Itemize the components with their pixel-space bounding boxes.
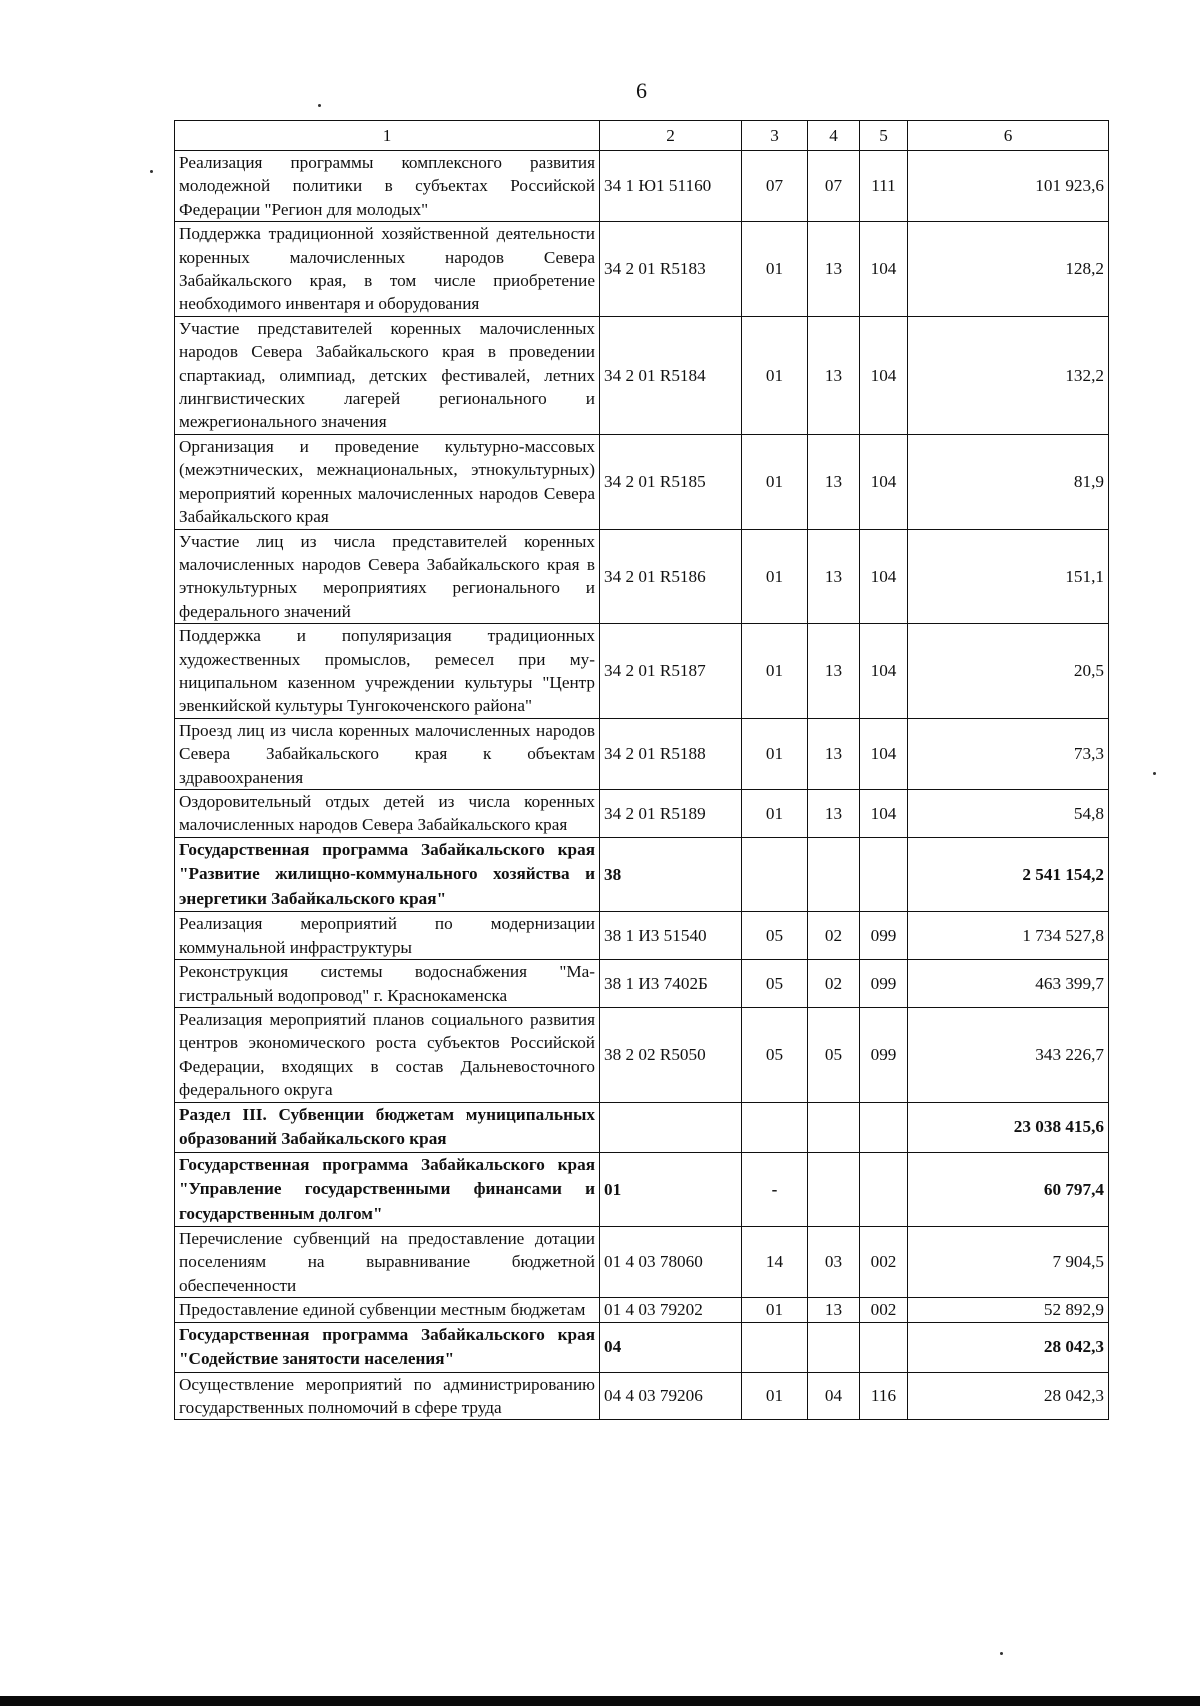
scan-speck [1000, 1652, 1003, 1655]
row-code: 01 4 03 79202 [600, 1298, 742, 1322]
row-code: 34 2 01 R5186 [600, 529, 742, 624]
column-header: 1 [175, 121, 600, 151]
row-code: 34 2 01 R5184 [600, 316, 742, 434]
row-amount: 1 734 527,8 [908, 912, 1109, 960]
row-name: Организация и проведение культурно-массовых (межэтнических, межнациональных, этнокультурных) мероприятий коренных малочисленных народов Севера Забайкальского края [175, 434, 600, 529]
row-col5: 104 [860, 316, 908, 434]
row-col3: 01 [742, 789, 808, 837]
row-name: Участие лиц из числа представителей коренных малочисленных народов Севера Забайкальского края в этнокультурных мероприятиях регионального и федерального значений [175, 529, 600, 624]
row-amount: 101 923,6 [908, 151, 1109, 222]
row-name: Предоставление единой субвенции местным бюджетам [175, 1298, 600, 1322]
row-col3: 01 [742, 1298, 808, 1322]
row-col3: 07 [742, 151, 808, 222]
row-name: Реконструкция системы водоснабжения "Магистральный водопровод" г. Краснокаменска [175, 960, 600, 1008]
table-row [175, 718, 1109, 789]
row-col5: 116 [860, 1372, 908, 1420]
row-code: 01 4 03 78060 [600, 1227, 742, 1298]
table-row-program [175, 1322, 1109, 1372]
row-col4: 13 [808, 1298, 860, 1322]
row-code: 01 [600, 1152, 742, 1227]
row-col3: 01 [742, 718, 808, 789]
column-header: 4 [808, 121, 860, 151]
row-col5 [860, 1152, 908, 1227]
row-col4: 13 [808, 529, 860, 624]
row-name: Государственная программа Забайкальского края "Управление государственными финансами и государственным долгом" [175, 1152, 600, 1227]
row-amount: 52 892,9 [908, 1298, 1109, 1322]
table-row [175, 1298, 1109, 1322]
table-row [175, 434, 1109, 529]
row-col4: 13 [808, 624, 860, 719]
row-name: Осуществление мероприятий по администрированию государственных полномочий в сфере труда [175, 1372, 600, 1420]
table-row-program [175, 1152, 1109, 1227]
row-name: Реализация мероприятий по модернизации коммунальной инфраструктуры [175, 912, 600, 960]
row-col5: 111 [860, 151, 908, 222]
row-col4 [808, 1322, 860, 1372]
row-col5: 099 [860, 1007, 908, 1102]
table-row [175, 1372, 1109, 1420]
row-code: 34 1 Ю1 51160 [600, 151, 742, 222]
row-code: 34 2 01 R5189 [600, 789, 742, 837]
budget-table [174, 120, 1109, 1420]
row-col4: 02 [808, 912, 860, 960]
row-amount: 60 797,4 [908, 1152, 1109, 1227]
row-amount: 54,8 [908, 789, 1109, 837]
row-name: Государственная программа Забайкальского края "Содействие занятости населения" [175, 1322, 600, 1372]
scan-speck [150, 170, 153, 173]
row-col5: 104 [860, 718, 908, 789]
row-amount: 7 904,5 [908, 1227, 1109, 1298]
row-name: Поддержка и популяризация традиционных художественных промыслов, ремесел при муниципальном казенном учреждении культуры "Центр эвенкийской культуры Тунгокоченского района" [175, 624, 600, 719]
row-name: Государственная программа Забайкальского края "Развитие жилищно-коммунального хозяйства и энергетики Забайкальского края" [175, 837, 600, 912]
column-header: 3 [742, 121, 808, 151]
table-row [175, 151, 1109, 222]
table-header-row [175, 121, 1109, 151]
row-amount: 132,2 [908, 316, 1109, 434]
table-row-program [175, 837, 1109, 912]
row-col5 [860, 1322, 908, 1372]
row-col4: 04 [808, 1372, 860, 1420]
row-name: Раздел III. Субвенции бюджетам муниципальных образований Забайкальского края [175, 1102, 600, 1152]
row-amount: 463 399,7 [908, 960, 1109, 1008]
row-col4: 03 [808, 1227, 860, 1298]
table-row [175, 1227, 1109, 1298]
scan-speck [1153, 772, 1156, 775]
column-header: 2 [600, 121, 742, 151]
row-code: 38 [600, 837, 742, 912]
column-header: 6 [908, 121, 1109, 151]
table-row [175, 960, 1109, 1008]
row-col3: 01 [742, 222, 808, 317]
row-col5: 104 [860, 789, 908, 837]
row-col3: 05 [742, 1007, 808, 1102]
column-header: 5 [860, 121, 908, 151]
row-amount: 128,2 [908, 222, 1109, 317]
row-col5: 104 [860, 222, 908, 317]
row-name: Участие представителей коренных малочисленных народов Севера Забайкальского края в проведении спартакиад, олимпиад, детских фестивалей, летних лингвистических лагерей регионального и межрегионального значения [175, 316, 600, 434]
row-code: 38 1 И3 51540 [600, 912, 742, 960]
row-col5: 099 [860, 960, 908, 1008]
row-col4: 13 [808, 222, 860, 317]
row-name: Поддержка традиционной хозяйственной деятельности коренных малочисленных народов Севера Забайкальского края, в том числе приобретение необходимого инвентаря и оборудования [175, 222, 600, 317]
row-col3: 01 [742, 434, 808, 529]
row-col5: 002 [860, 1227, 908, 1298]
row-amount: 73,3 [908, 718, 1109, 789]
row-code: 38 2 02 R5050 [600, 1007, 742, 1102]
row-name: Оздоровительный отдых детей из числа коренных малочисленных народов Севера Забайкальского края [175, 789, 600, 837]
table-row [175, 624, 1109, 719]
table-row [175, 222, 1109, 317]
row-col4: 05 [808, 1007, 860, 1102]
row-col4: 13 [808, 434, 860, 529]
table-row [175, 912, 1109, 960]
row-col5 [860, 1102, 908, 1152]
table-row [175, 529, 1109, 624]
row-code: 34 2 01 R5188 [600, 718, 742, 789]
row-col3: 01 [742, 529, 808, 624]
row-amount: 81,9 [908, 434, 1109, 529]
row-amount: 2 541 154,2 [908, 837, 1109, 912]
row-amount: 20,5 [908, 624, 1109, 719]
row-code: 34 2 01 R5187 [600, 624, 742, 719]
scan-binding-strip [0, 1696, 1200, 1706]
row-col4: 13 [808, 316, 860, 434]
scan-speck [318, 104, 321, 107]
row-col4: 13 [808, 718, 860, 789]
row-col3: 14 [742, 1227, 808, 1298]
row-col3: 01 [742, 316, 808, 434]
row-col3 [742, 837, 808, 912]
row-amount: 28 042,3 [908, 1322, 1109, 1372]
row-col3: - [742, 1152, 808, 1227]
row-col3: 05 [742, 912, 808, 960]
row-col5: 099 [860, 912, 908, 960]
row-col4: 07 [808, 151, 860, 222]
table-row [175, 789, 1109, 837]
row-code: 34 2 01 R5183 [600, 222, 742, 317]
row-code: 34 2 01 R5185 [600, 434, 742, 529]
row-amount: 28 042,3 [908, 1372, 1109, 1420]
row-col4 [808, 837, 860, 912]
row-col4 [808, 1102, 860, 1152]
row-amount: 23 038 415,6 [908, 1102, 1109, 1152]
row-name: Перечисление субвенций на предоставление дотации поселениям на выравнивание бюджетной обеспеченности [175, 1227, 600, 1298]
row-col4: 02 [808, 960, 860, 1008]
row-col3 [742, 1322, 808, 1372]
row-col5: 104 [860, 434, 908, 529]
row-amount: 343 226,7 [908, 1007, 1109, 1102]
row-col3: 05 [742, 960, 808, 1008]
table-row [175, 316, 1109, 434]
row-code: 04 4 03 79206 [600, 1372, 742, 1420]
row-col5: 104 [860, 624, 908, 719]
row-col4 [808, 1152, 860, 1227]
row-col5 [860, 837, 908, 912]
row-col4: 13 [808, 789, 860, 837]
table-row [175, 1007, 1109, 1102]
row-code: 04 [600, 1322, 742, 1372]
row-name: Реализация программы комплексного развития молодежной политики в субъектах Российской Федерации "Регион для молодых" [175, 151, 600, 222]
row-col3: 01 [742, 1372, 808, 1420]
row-name: Проезд лиц из числа коренных малочисленных народов Севера Забайкальского края к объектам здравоохранения [175, 718, 600, 789]
table-row-section [175, 1102, 1109, 1152]
row-code [600, 1102, 742, 1152]
row-code: 38 1 И3 7402Б [600, 960, 742, 1008]
row-col5: 002 [860, 1298, 908, 1322]
page-number: 6 [636, 78, 647, 103]
row-name: Реализация мероприятий планов социального развития центров экономического роста субъектов Российской Федерации, входящих в состав Дальневосточного федерального округа [175, 1007, 600, 1102]
row-amount: 151,1 [908, 529, 1109, 624]
row-col3 [742, 1102, 808, 1152]
row-col3: 01 [742, 624, 808, 719]
row-col5: 104 [860, 529, 908, 624]
